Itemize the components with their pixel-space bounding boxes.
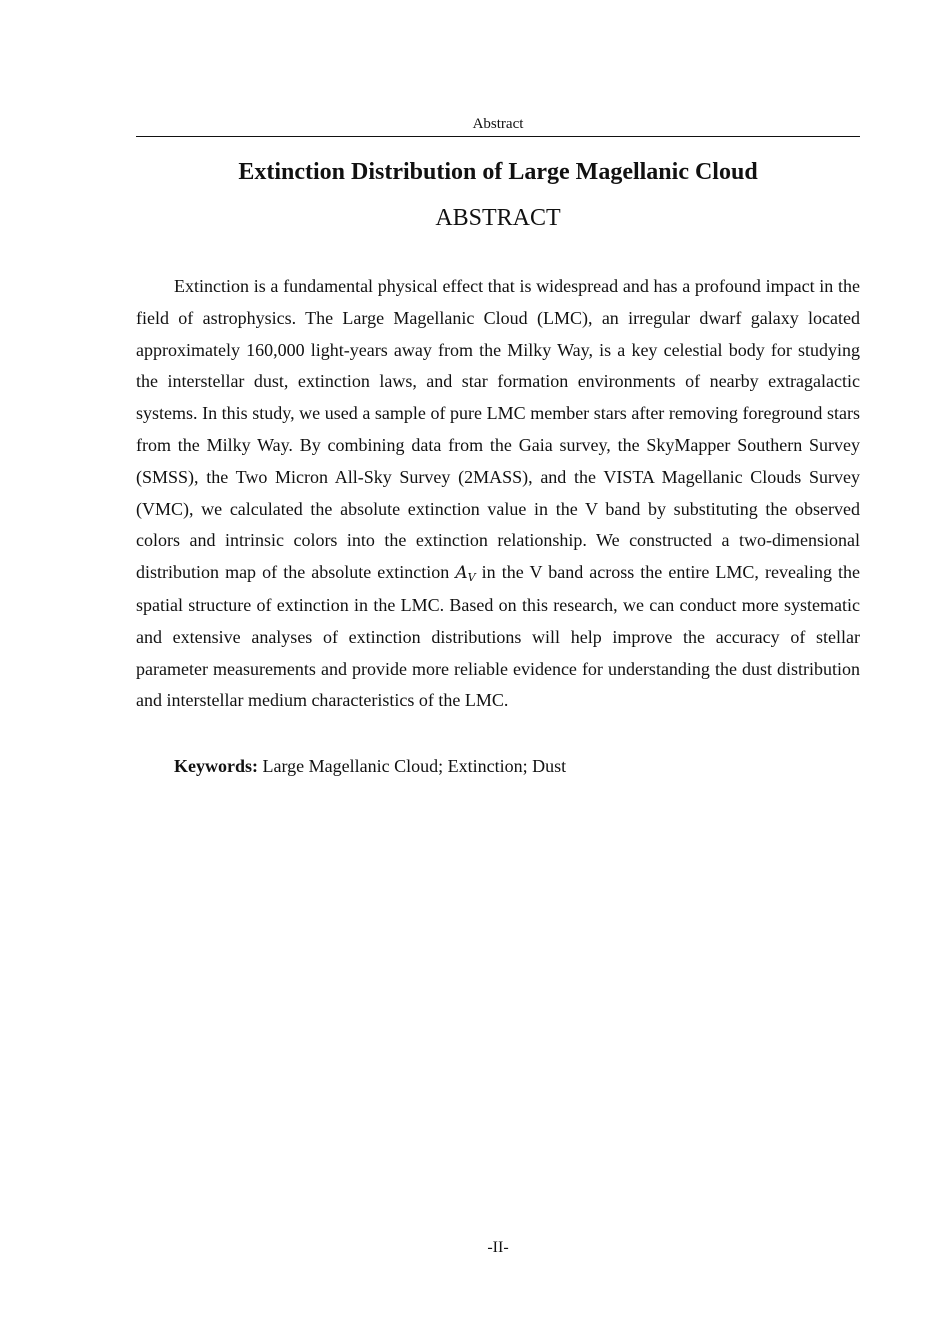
keywords-text: Large Magellanic Cloud; Extinction; Dust	[258, 756, 567, 776]
keywords-label: Keywords:	[174, 756, 258, 776]
page-number: -II-	[487, 1239, 509, 1256]
abstract-paragraph	[136, 271, 860, 717]
abstract-heading: ABSTRACT	[435, 205, 561, 231]
document-title: Extinction Distribution of Large Magellanic Cloud	[238, 159, 758, 185]
abstract-text-part2: in the V band across the entire LMC, revealing the spatial structure of extinction in the LMC. Based on this research, we can conduct more systematic and extensive analyses of extinction distributions will help improve the accuracy of stellar parameter measurements and provide more reliable evidence for understanding the dust distribution and interstellar medium characteristics of the LMC.	[136, 562, 860, 711]
math-symbol: A	[455, 563, 468, 584]
math-symbol-av	[455, 563, 475, 583]
abstract-text-part1: Extinction is a fundamental physical effect that is widespread and has a profound impact in the field of astrophysics. The Large Magellanic Cloud (LMC), an irregular dwarf galaxy located approximately 160,000 light-years away from the Milky Way, is a key celestial body for studying the interstellar dust, extinction laws, and star formation environments of nearby extragalactic systems. In this study, we used a sample of pure LMC member stars after removing foreground stars from the Milky Way. By combining data from the Gaia survey, the SkyMapper Southern Survey (SMSS), the Two Micron All-Sky Survey (2MASS), and the VISTA Magellanic Clouds Survey (VMC), we calculated the absolute extinction value in the V band by substituting the observed colors and intrinsic colors into the extinction relationship. We constructed a two-dimensional distribution map of the absolute extinction	[136, 276, 860, 583]
header-rule	[136, 136, 860, 137]
keywords-line	[136, 751, 860, 783]
math-subscript: V	[467, 571, 476, 585]
running-header: Abstract	[472, 116, 524, 132]
